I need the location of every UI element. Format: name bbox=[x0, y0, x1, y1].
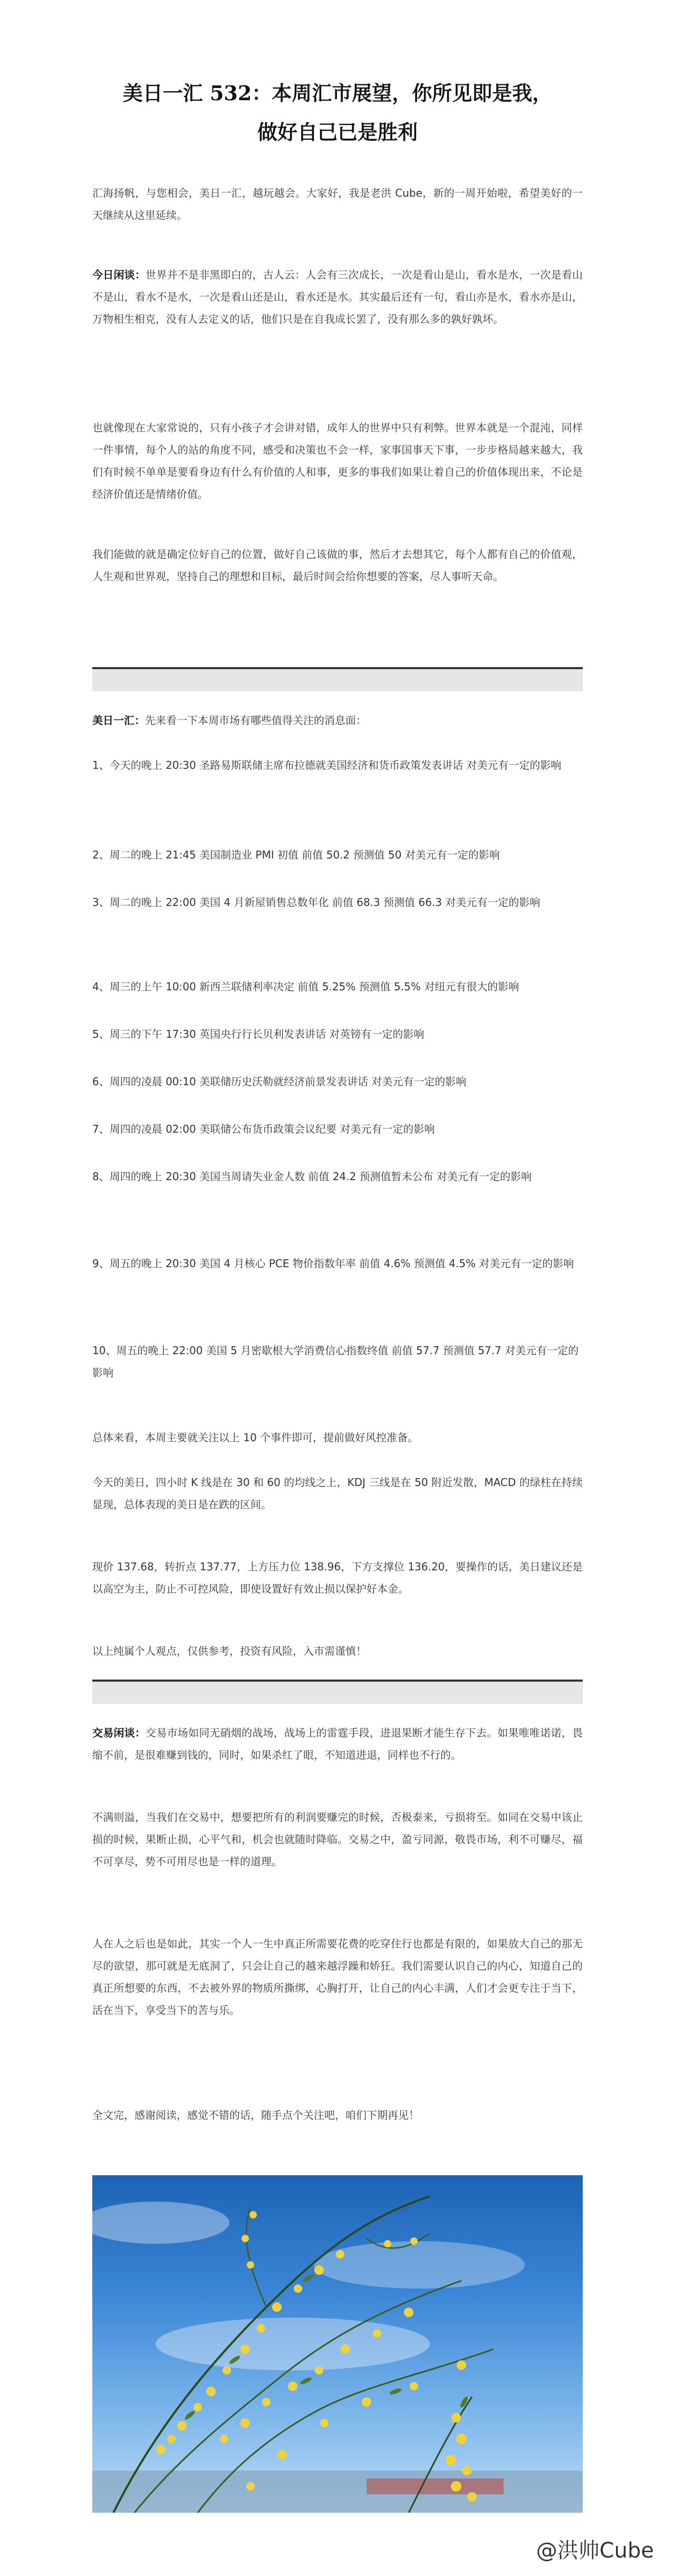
event-item: 8、周四的晚上 20:30 美国当周请失业金人数 前值 24.2 预测值暂未公布 对美元有一定的影响 bbox=[92, 1170, 532, 1183]
event-item: 4、周三的上午 10:00 新西兰联储利率决定 前值 5.25% 预测值 5.5% 对纽元有很大的影响 bbox=[92, 980, 519, 993]
disclaimer: 以上纯属个人观点，仅供参考，投资有风险，入市需谨慎！ bbox=[92, 1645, 367, 1657]
closing-paragraph: 全文完，感谢阅读，感觉不错的话，随手点个关注吧，咱们下期再见！ bbox=[92, 2109, 419, 2121]
trade-label: 交易闲谈： bbox=[92, 1726, 146, 1739]
paragraph-2: 也就像现在大家常说的，只有小孩子才会讲对错，成年人的世界中只有利弊。世界本就是一个混沌，同样一件事情，每个人的站的角度不同，感受和决策也不会一样，家事国事天下事，一步步格局越来越大，我们有时候不单单是要看身边有什么有价值的人和事，更多的事我们如果让着自己的价值体现出来，不论是经济价值还是情绪价值。 bbox=[92, 421, 583, 500]
event-item: 7、周四的凌晨 02:00 美联储公布货币政策会议纪要 对美元有一定的影响 bbox=[92, 1123, 435, 1135]
today-text: 世界并不是非黑即白的，古人云：人会有三次成长，一次是看山是山，看水是水，一次是看山不是山，看水不是水，一次是看山还是山，看水还是水。其实最后还有一句，看山亦是水，看水亦是山，万物相生相克，没有人去定义的话，他们只是在自我成长罢了，没有那么多的孰好孰坏。 bbox=[92, 268, 583, 325]
trade-text: 交易市场如同无硝烟的战场，战场上的雷霆手段，进退果断才能生存下去。如果唯唯诺诺，畏缩不前，是很难赚到钱的，同时，如果杀红了眼，不知道进退，同样也不行的。 bbox=[92, 1726, 583, 1761]
section-divider bbox=[92, 1680, 583, 1704]
event-item: 5、周三的下午 17:30 英国央行行长贝利发表讲话 对英镑有一定的影响 bbox=[92, 1028, 425, 1040]
event-item: 1、今天的晚上 20:30 圣路易斯联储主席布拉德就美国经济和货币政策发表讲话 对美元有一定的影响 bbox=[92, 759, 562, 771]
event-item: 6、周四的凌晨 00:10 美联储历史沃勒就经济前景发表讲话 对美元有一定的影响 bbox=[92, 1075, 467, 1088]
summary-paragraph: 总体来看，本周主要就关注以上 10 个事件即可，提前做好风控准备。 bbox=[92, 1431, 419, 1444]
event-item: 2、周二的晚上 21:45 美国制造业 PMI 初值 前值 50.2 预测值 50 对美元有一定的影响 bbox=[92, 848, 500, 861]
intro-paragraph: 汇海扬帆，与您相会，美日一汇，越玩越会。大家好，我是老洪 Cube，新的一周开始啦，希望美好的一天继续从这里延续。 bbox=[92, 187, 583, 221]
flower-branch-illustration bbox=[92, 2175, 583, 2513]
today-paragraph bbox=[92, 264, 583, 330]
watermark: @洪帅Cube bbox=[536, 2539, 654, 2563]
trade-paragraph-2: 不满则溢，当我们在交易中，想要把所有的利润要赚完的时候，否极泰来，亏损将至。如同在交易中该止损的时候，果断止损，心平气和，机会也就随时降临。交易之中，盈亏同源，敬畏市场，利不可赚尽，福不可享尽，势不可用尽也是一样的道理。 bbox=[92, 1811, 583, 1868]
article-title bbox=[84, 74, 591, 152]
levels-paragraph: 现价 137.68，转折点 137.77，上方压力位 138.96，下方支撑位 136.20，要操作的话，美日建议还是以高空为主，防止不可控风险，即使设置好有效止损以保护好本金。 bbox=[92, 1560, 583, 1595]
meiri-text: 先来看一下本周市场有哪些值得关注的消息面： bbox=[145, 714, 367, 727]
title-line-2: 做好自己已是胜利 bbox=[257, 120, 418, 144]
event-item: 9、周五的晚上 20:30 美国 4 月核心 PCE 物价指数年率 前值 4.6% 预测值 4.5% 对美元有一定的影响 bbox=[92, 1257, 574, 1270]
paragraph-3: 我们能做的就是确定位好自己的位置，做好自己该做的事，然后才去想其它，每个人都有自己的价值观，人生观和世界观，坚持自己的理想和目标，最后时间会给你想要的答案，尽人事听天命。 bbox=[92, 548, 583, 583]
section-divider bbox=[92, 667, 583, 691]
meiri-label: 美日一汇： bbox=[92, 714, 145, 727]
flower-photo bbox=[92, 2175, 583, 2513]
title-line-1: 美日一汇 532：本周汇市展望，你所见即是我， bbox=[122, 81, 553, 105]
trade-paragraph bbox=[92, 1722, 583, 1766]
today-label: 今日闲谈： bbox=[92, 268, 146, 281]
tech-paragraph: 今天的美日，四小时 K 线是在 30 和 60 的均线之上，KDJ 三线是在 50 附近发散，MACD 的绿柱在持续显现，总体表现的美日是在跌的区间。 bbox=[92, 1476, 583, 1511]
event-item: 10、周五的晚上 22:00 美国 5 月密歇根大学消费信心指数终值 前值 57.7 预测值 57.7 对美元有一定的影响 bbox=[92, 1344, 579, 1379]
event-item: 3、周二的晚上 22:00 美国 4 月新屋销售总数年化 前值 68.3 预测值 66.3 对美元有一定的影响 bbox=[92, 896, 541, 909]
meiri-paragraph bbox=[92, 709, 583, 731]
trade-paragraph-3: 人在人之后也是如此，其实一个人一生中真正所需要花费的吃穿住行也都是有限的，如果放大自己的那无尽的欲望，那可就是无底洞了，只会让自己的越来越浮躁和娇狂。我们需要认识自己的内心，知道自己的真正所想要的东西，不去被外界的物质所撕绑，心胸打开，让自己的内心丰满，人们才会更专注于当下，活在当下，享受当下的苦与乐。 bbox=[92, 1937, 583, 2017]
